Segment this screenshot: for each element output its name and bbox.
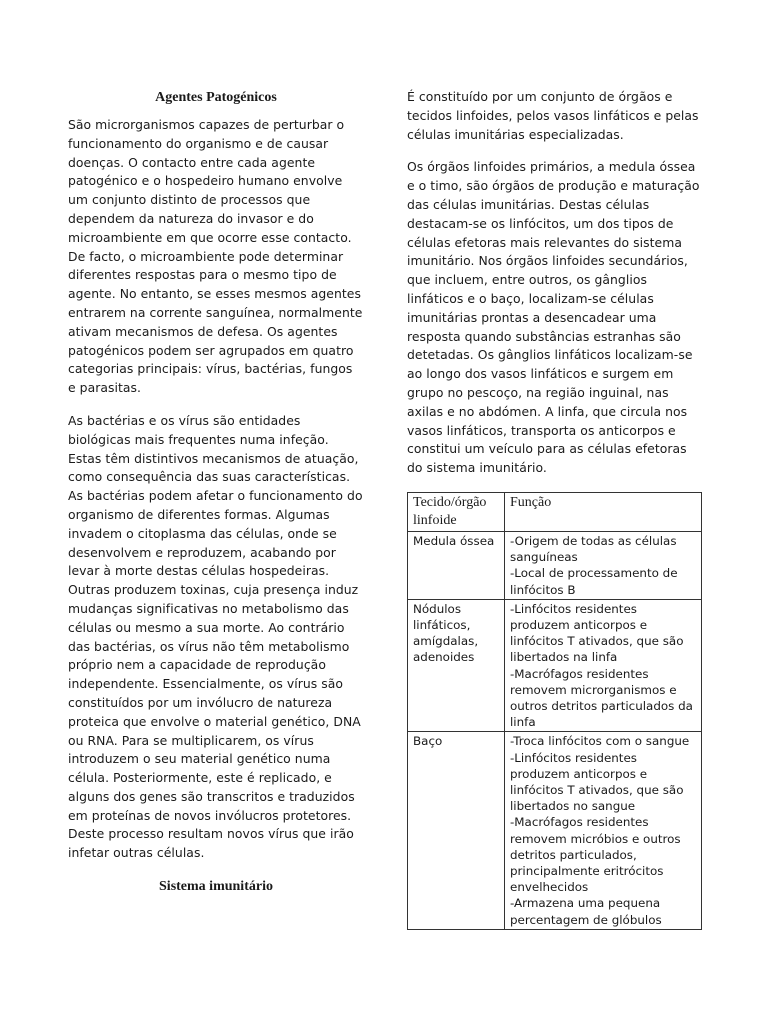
function-item: -Origem de todas as células sanguíneas — [510, 533, 677, 565]
function-item: -Linfócitos residentes produzem anticorpos e linfócitos T ativados, que são libertados na linfa — [510, 601, 684, 665]
table-cell-tissue: Baço — [408, 732, 505, 929]
paragraph-pathogens-intro: São microrganismos capazes de perturbar o funcionamento do organismo e de causar doenças. O contacto entre cada agente patogénico e o hospedeiro humano envolve um conjunto distinto de processos que dependem da natureza do invasor e do microambiente em que ocorre esse contacto. De facto, o microambiente pode determinar diferentes respostas para o mesmo tipo de agente. No entanto, se esses mesmos agentes entrarem na corrente sanguínea, normalmente ativam mecanismos de defesa. Os agentes patogénicos podem ser agrupados em quatro categorias principais: vírus, bactérias, fungos e parasitas. — [68, 117, 363, 396]
function-item: -Macrófagos residentes removem micróbios e outros detritos particulados, principalmente eritrócitos envelhecidos — [510, 815, 681, 895]
table-header-tissue: Tecido/órgão linfoide — [408, 492, 505, 531]
paragraph-bacteria-viruses: As bactérias e os vírus são entidades biológicas mais frequentes numa infeção. Estas têm distintivos mecanismos de atuação, como consequência das suas características. As bactérias podem afetar o funcionamento do organismo de diferentes formas. Algumas invadem o citoplasma das células, onde se desenvolvem e reproduzem, acabando por levar à morte destas células hospedeiras. Outras produzem toxinas, cuja presença induz mudanças significativas no metabolismo das células ou mesmo a sua morte. Ao contrário das bactérias, os vírus não têm metabolismo próprio nem a capacidade de reprodução independente. Essencialmente, os vírus são constituídos por um invólucro de natureza proteica que envolve o material genético, DNA ou RNA. Para se multiplicarem, os vírus introduzem o seu material genético numa célula. Posteriormente, este é replicado, e alguns dos genes são transcritos e traduzidos em proteínas de novos invólucros protetores. Deste processo resultam novos vírus que irão infetar outras células. — [68, 412, 363, 861]
paragraph-lymphoid-organs: Os órgãos linfoides primários, a medula óssea e o timo, são órgãos de produção e maturação das células imunitárias. Destas células destacam-se os linfócitos, um dos tipos de células efetoras mais relevantes do sistema imunitário. Nos órgãos linfoides secundários, que incluem, entre outros, os gânglios linfáticos e o baço, localizam-se células imunitárias prontas a desencadear uma resposta quando substâncias estranhas são detetadas. Os gânglios linfáticos localizam-se ao longo dos vasos linfáticos e surgem em grupo no pescoço, na região inguinal, nas axilas e no abdómen. A linfa, que circula nos vasos linfáticos, transporta os anticorpos e constitui um veículo para as células efetoras do sistema imunitário. — [407, 159, 700, 476]
function-item: -Armazena uma pequena percentagem de glóbulos — [510, 896, 662, 927]
table-header-function: Função — [505, 492, 702, 531]
function-item: -Troca linfócitos com o sangue — [510, 734, 690, 749]
function-item: -Macrófagos residentes removem microrganismos e outros detritos particulados da linfa — [510, 666, 693, 730]
table-cell-function — [505, 732, 702, 929]
table-row — [408, 599, 702, 732]
table-cell-tissue: Medula óssea — [408, 531, 505, 599]
table-header-row — [408, 492, 702, 531]
lymphoid-function-table — [407, 492, 702, 930]
section-title-immune-system: Sistema imunitário — [159, 879, 273, 895]
function-item: -Local de processamento de linfócitos B — [510, 566, 678, 597]
section-title-pathogens: Agentes Patogénicos — [155, 90, 277, 105]
table-cell-function — [505, 531, 702, 599]
table-row — [408, 732, 702, 929]
paragraph-immune-definition: É constituído por um conjunto de órgãos e tecidos linfoides, pelos vasos linfáticos e pelas células imunitárias especializadas. — [407, 89, 699, 142]
table-cell-function — [505, 599, 702, 732]
table-row — [408, 531, 702, 599]
function-item: -Linfócitos residentes produzem anticorpos e linfócitos T ativados, que são libertados no sangue — [510, 750, 684, 814]
left-column — [68, 88, 364, 905]
table-cell-tissue: Nódulos linfáticos, amígdalas, adenoides — [408, 599, 505, 732]
right-column — [407, 88, 703, 930]
